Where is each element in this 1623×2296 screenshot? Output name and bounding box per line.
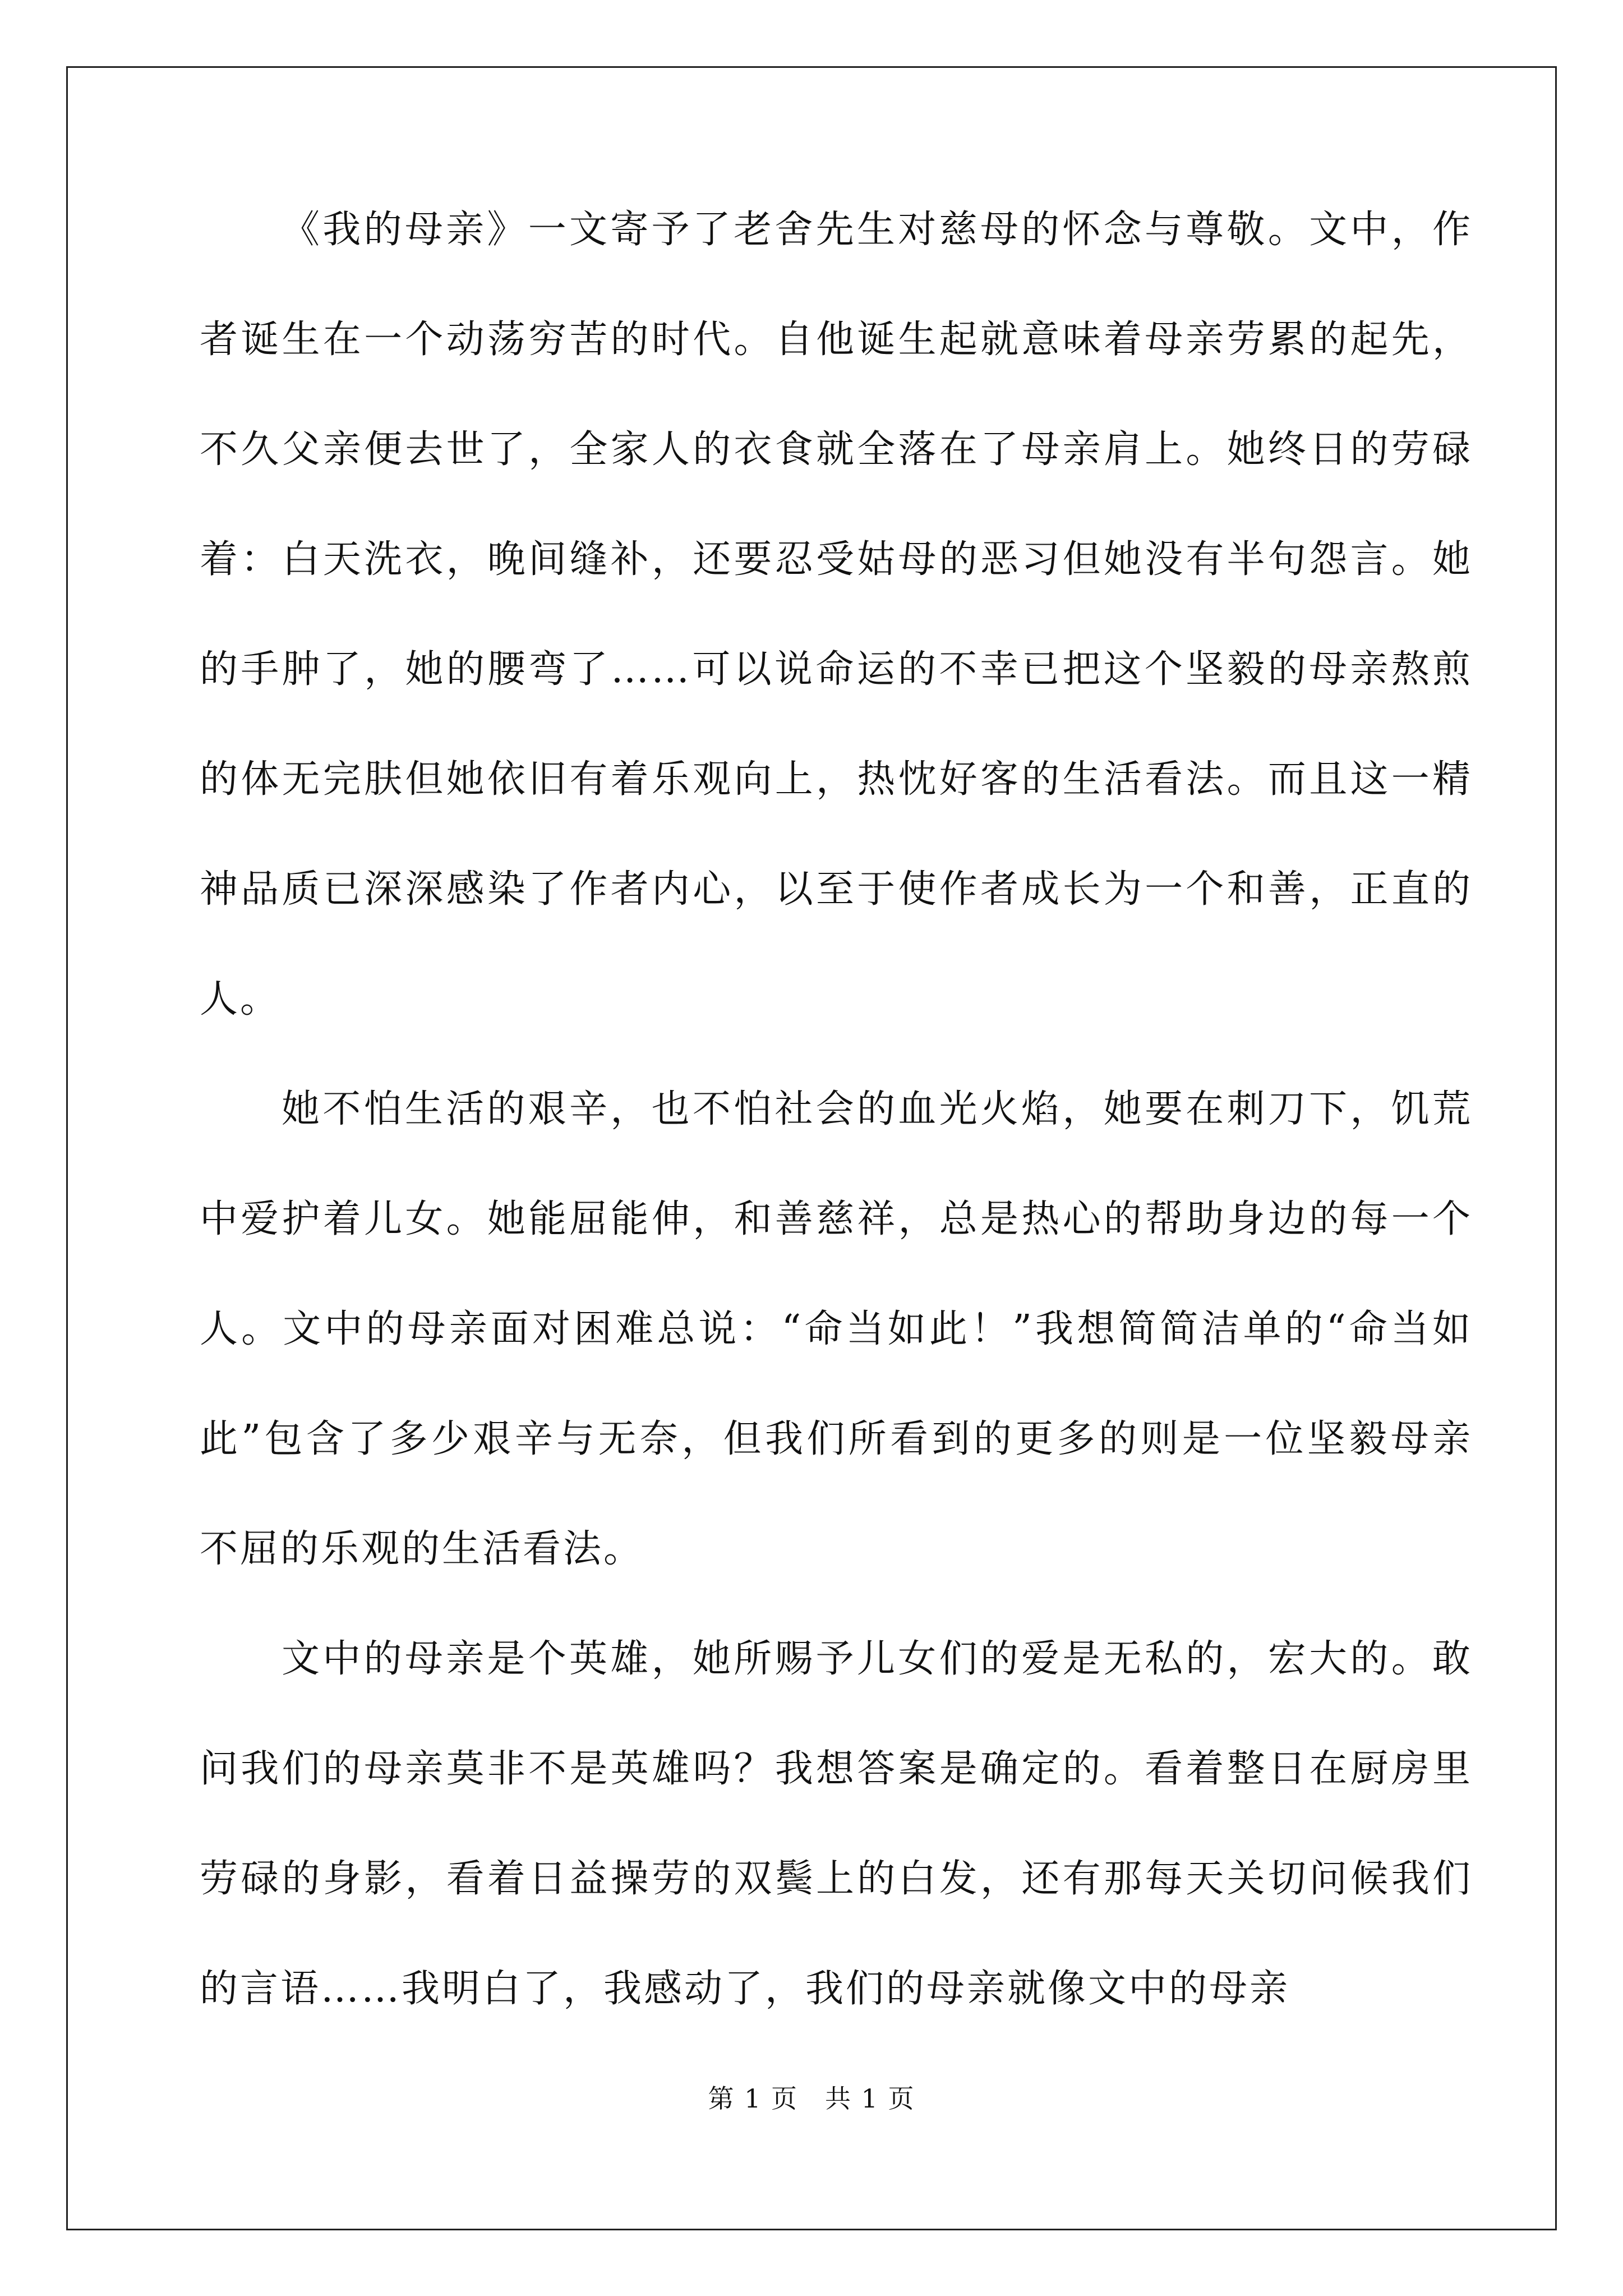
paragraph-3: 文中的母亲是个英雄，她所赐予儿女们的爱是无私的，宏大的。敢问我们的母亲莫非不是英雄吗？我想答案是确定的。看着整日在厨房里劳碌的身影，看着日益操劳的双鬓上的白发，还有那每天关切问候我们的言语……我明白了，我感动了，我们的母亲就像文中的母亲 — [200, 1637, 1473, 2011]
page-number: 第 1 页 共 1 页 — [708, 2083, 915, 2114]
paragraph-1: 《我的母亲》一文寄予了老舍先生对慈母的怀念与尊敬。文中，作者诞生在一个动荡穷苦的时代。自他诞生起就意味着母亲劳累的起先，不久父亲便去世了，全家人的衣食就全落在了母亲肩上。她终日的劳碌着：白天洗衣，晚间缝补，还要忍受姑母的恶习但她没有半句怨言。她的手肿了，她的腰弯了……可以说命运的不幸已把这个坚毅的母亲熬煎的体无完肤但她依旧有着乐观向上，热忱好客的生活看法。而且这一精神品质已深深感染了作者内心，以至于使作者成长为一个和善，正直的人。 — [200, 208, 1473, 1022]
paragraph-2: 她不怕生活的艰辛，也不怕社会的血光火焰，她要在刺刀下，饥荒中爱护着儿女。她能屈能伸，和善慈祥，总是热心的帮助身边的每一个人。文中的母亲面对困难总说：“命当如此！”我想简简洁单的“命当如此”包含了多少艰辛与无奈，但我们所看到的更多的则是一位坚毅母亲不屈的乐观的生活看法。 — [200, 1087, 1473, 1571]
document-body — [200, 175, 1473, 2044]
